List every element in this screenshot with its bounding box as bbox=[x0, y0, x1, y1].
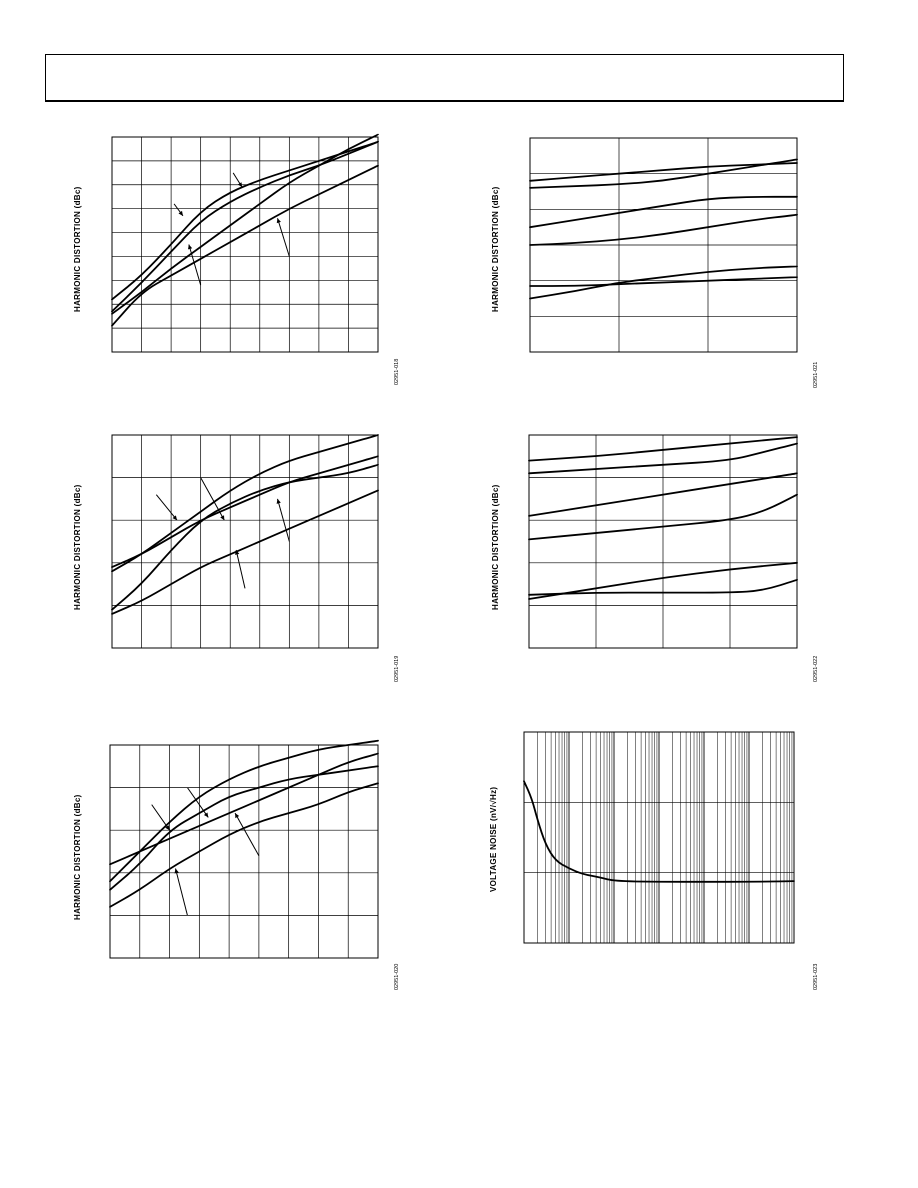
pointer-line-3 bbox=[278, 499, 290, 542]
series-line-5 bbox=[529, 563, 797, 599]
chart-harmonic-distortion-2 bbox=[112, 435, 378, 648]
series-line-3 bbox=[529, 473, 797, 516]
pointer-line-1 bbox=[152, 805, 170, 831]
series-line-1 bbox=[112, 135, 378, 314]
chart-voltage-noise bbox=[524, 732, 794, 943]
figure-id: 02951-019 bbox=[394, 655, 400, 682]
figure-id: 02951-022 bbox=[813, 655, 819, 682]
pointer-arrowhead-4 bbox=[235, 550, 239, 555]
series-line-4 bbox=[112, 490, 378, 614]
series-line-1 bbox=[524, 781, 794, 882]
series-line-1 bbox=[110, 741, 378, 882]
series-line-1 bbox=[530, 163, 797, 181]
pointer-line-2 bbox=[187, 788, 208, 818]
series-line-2 bbox=[530, 159, 797, 188]
series-line-2 bbox=[112, 142, 378, 300]
y-axis-label: HARMONIC DISTORTION (dBc) bbox=[73, 186, 82, 312]
pointer-line-2 bbox=[233, 173, 242, 187]
series-line-4 bbox=[529, 495, 797, 540]
series-line-2 bbox=[529, 444, 797, 474]
pointer-arrowhead-2 bbox=[238, 182, 242, 187]
series-line-4 bbox=[110, 783, 378, 907]
series-line-4 bbox=[530, 215, 797, 245]
pointer-arrowhead-4 bbox=[175, 869, 179, 874]
series-line-2 bbox=[110, 754, 378, 865]
pointer-line-1 bbox=[174, 204, 183, 216]
y-axis-label: HARMONIC DISTORTION (dBc) bbox=[73, 484, 82, 610]
y-axis-label: HARMONIC DISTORTION (dBc) bbox=[73, 794, 82, 920]
figure-id: 02951-023 bbox=[813, 963, 819, 990]
pointer-arrowhead-3 bbox=[277, 499, 281, 504]
pointer-line-4 bbox=[236, 550, 245, 588]
pointer-line-1 bbox=[156, 495, 177, 521]
figure-id: 02951-020 bbox=[394, 963, 400, 990]
pointer-arrowhead-4 bbox=[277, 218, 281, 223]
pointer-line-4 bbox=[278, 218, 290, 256]
pointer-arrowhead-1 bbox=[179, 211, 183, 216]
pointer-arrowhead-3 bbox=[235, 813, 239, 818]
series-line-6 bbox=[529, 580, 797, 595]
pointer-arrowhead-1 bbox=[165, 825, 169, 830]
series-line-3 bbox=[110, 766, 378, 890]
series-line-3 bbox=[112, 465, 378, 610]
series-line-1 bbox=[112, 435, 378, 571]
series-line-6 bbox=[530, 277, 797, 286]
pointer-arrowhead-2 bbox=[204, 812, 208, 817]
chart-harmonic-distortion-4 bbox=[530, 138, 797, 352]
figure-id: 02951-021 bbox=[813, 361, 819, 388]
y-axis-label: HARMONIC DISTORTION (dBc) bbox=[491, 186, 500, 312]
plot-frame bbox=[112, 435, 378, 648]
chart-harmonic-distortion-1 bbox=[112, 135, 378, 352]
pointer-line-4 bbox=[176, 869, 188, 916]
pointer-arrowhead-2 bbox=[220, 515, 224, 520]
chart-harmonic-distortion-5 bbox=[529, 435, 797, 648]
plot-frame bbox=[112, 137, 378, 352]
y-axis-label: VOLTAGE NOISE (nV/√Hz) bbox=[489, 786, 498, 892]
pointer-line-3 bbox=[189, 245, 201, 286]
page-header-frame bbox=[45, 54, 844, 102]
y-axis-label: HARMONIC DISTORTION (dBc) bbox=[491, 484, 500, 610]
series-line-1 bbox=[529, 437, 797, 461]
series-line-4 bbox=[112, 166, 378, 326]
chart-harmonic-distortion-3 bbox=[110, 741, 378, 958]
plot-frame bbox=[110, 745, 378, 958]
figure-id: 02951-018 bbox=[394, 358, 400, 385]
pointer-line-3 bbox=[235, 813, 259, 856]
pointer-line-2 bbox=[201, 478, 225, 521]
series-line-3 bbox=[530, 197, 797, 227]
plot-frame bbox=[524, 732, 794, 943]
plot-frame bbox=[530, 138, 797, 352]
series-line-3 bbox=[112, 142, 378, 312]
plot-frame bbox=[529, 435, 797, 648]
pointer-arrowhead-3 bbox=[188, 245, 192, 250]
series-line-5 bbox=[530, 266, 797, 298]
pointer-arrowhead-1 bbox=[172, 515, 177, 520]
series-line-2 bbox=[112, 456, 378, 567]
